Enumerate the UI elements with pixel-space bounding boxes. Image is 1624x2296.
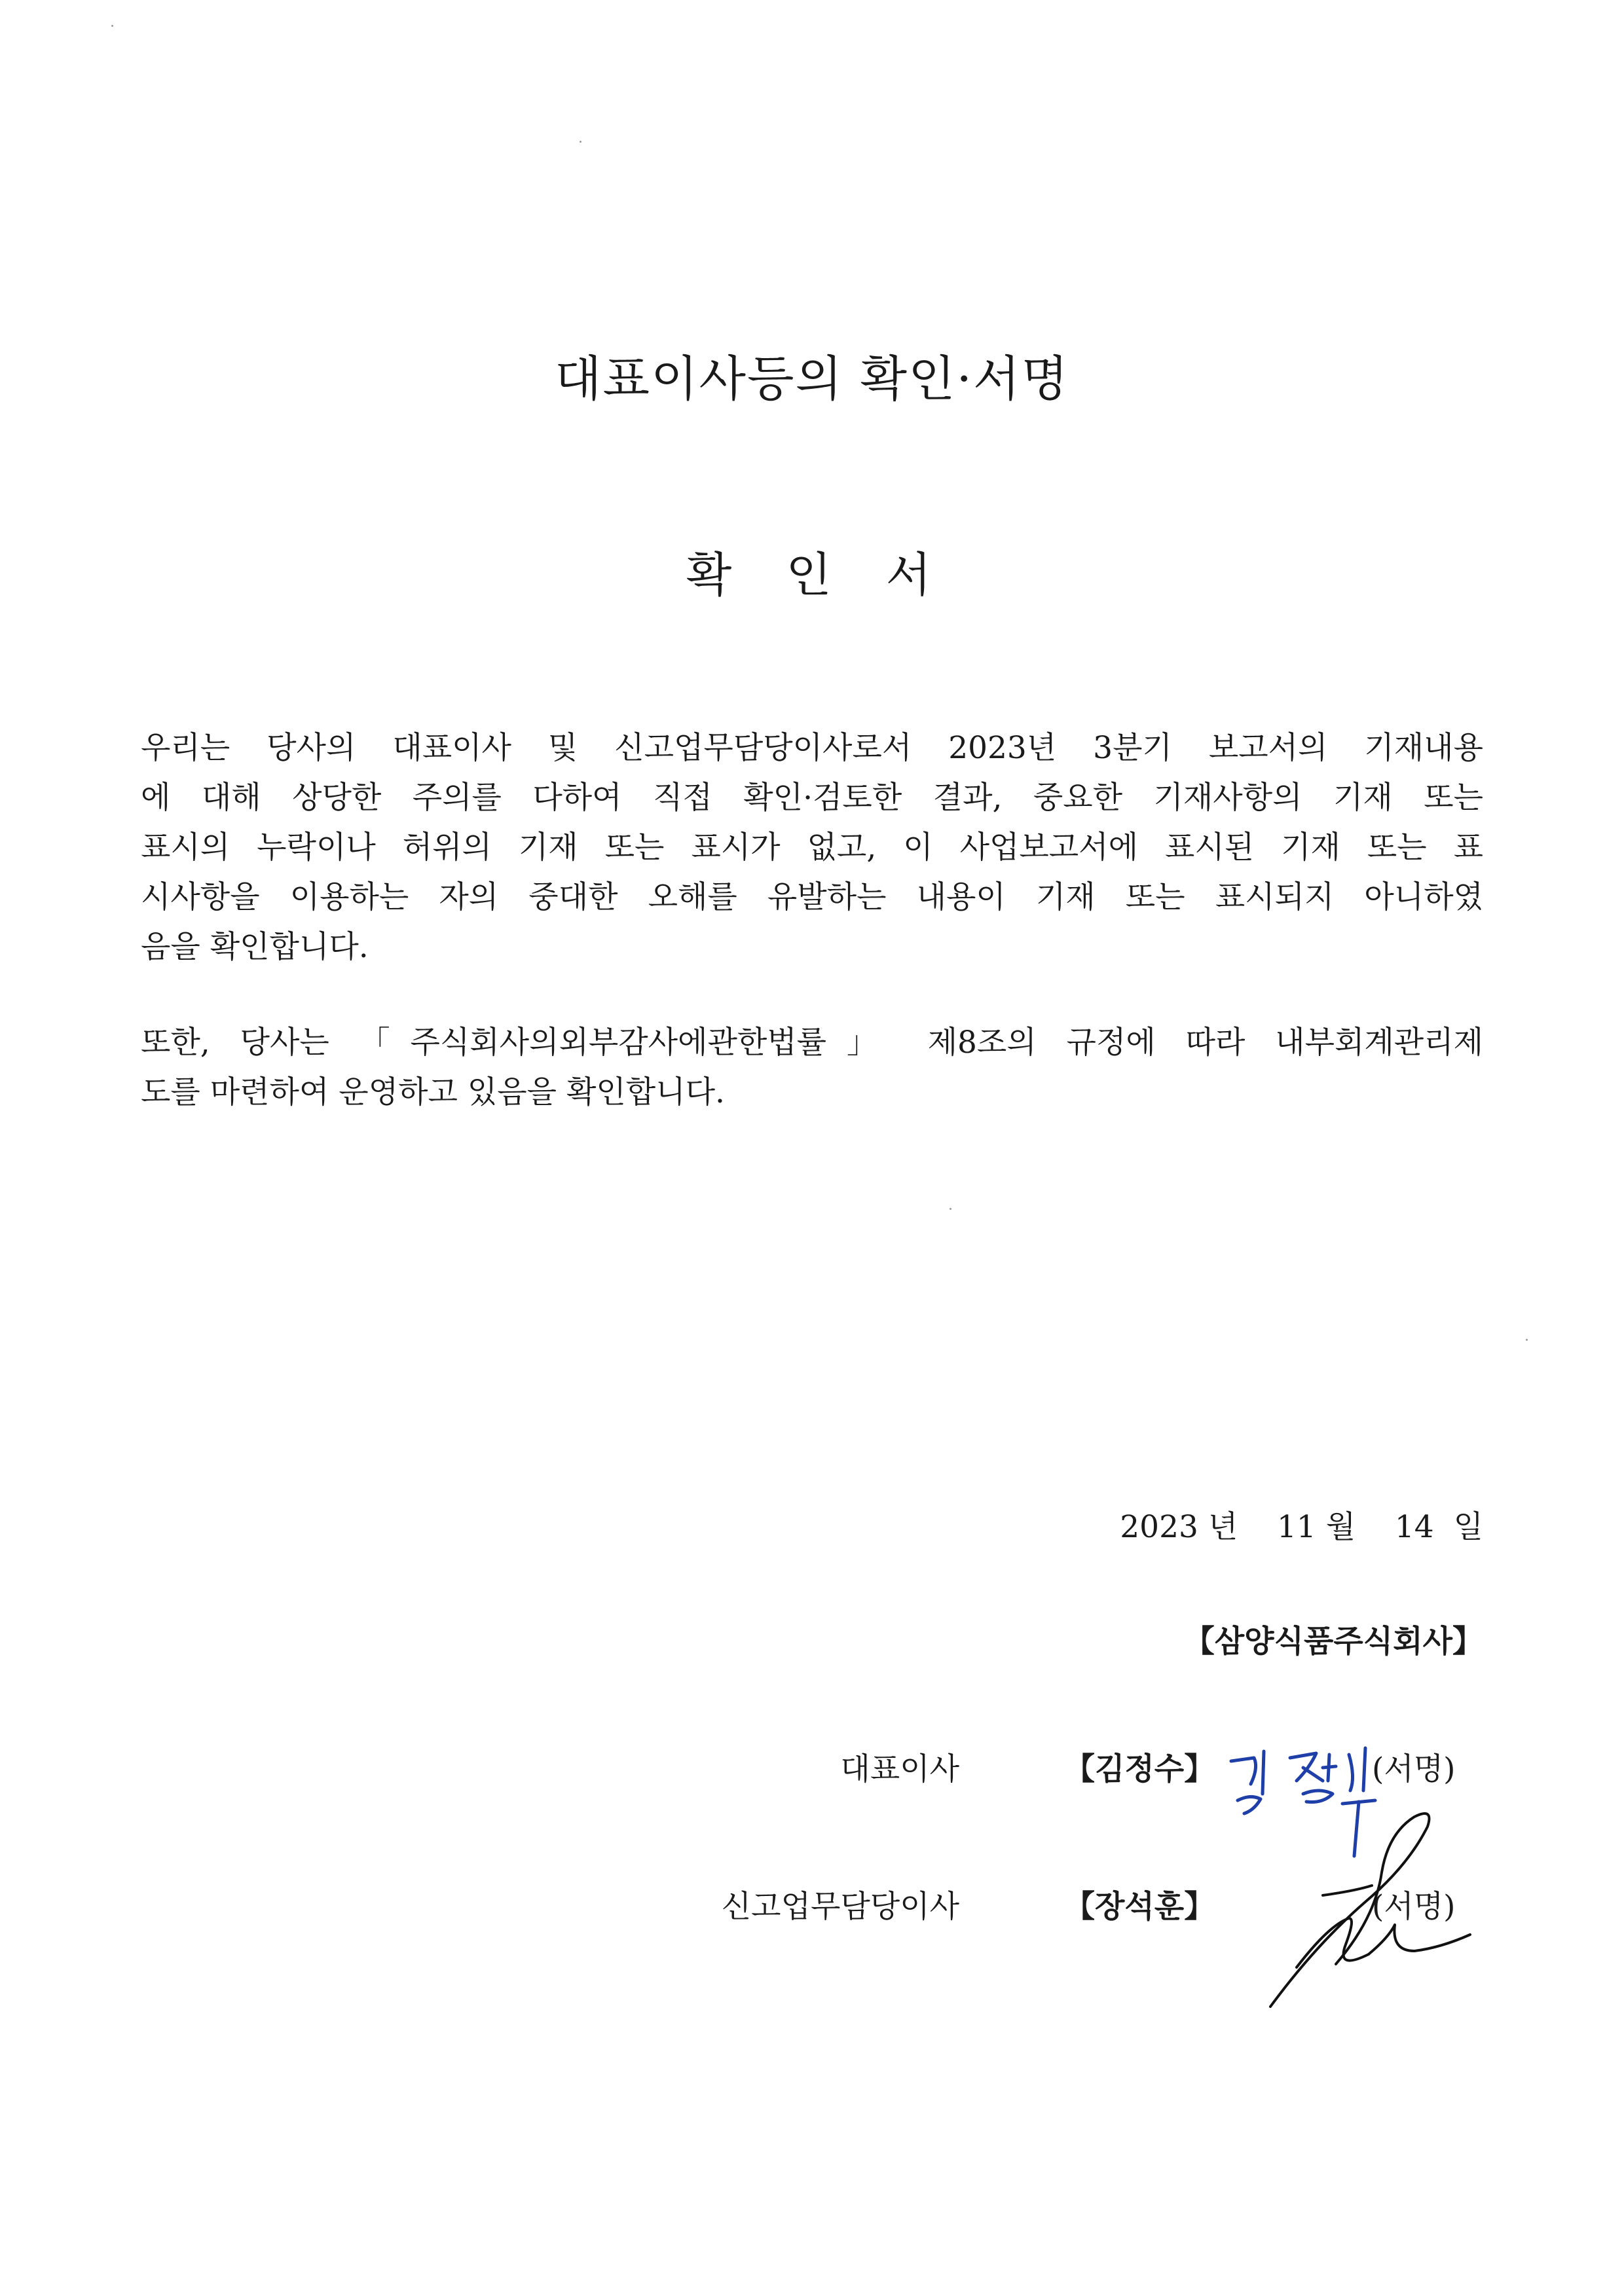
ceo-sign-label: (서명)	[1372, 1751, 1456, 1787]
disclosure-officer-signature	[1257, 1794, 1506, 2016]
document-subtitle: 확 인 서	[686, 547, 938, 602]
paragraph-line: 우리는 당사의 대표이사 및 신고업무담당이사로서 2023년 3분기 보고서의 기재내용	[141, 730, 1483, 766]
ceo-role-label: 대표이사	[840, 1751, 959, 1787]
company-name: 【삼양식품주식회사】	[1183, 1624, 1483, 1660]
paragraph-line: 표시의 누락이나 허위의 기재 또는 표시가 없고, 이 사업보고서에 표시된 기재 또는 표	[141, 829, 1483, 866]
scan-speck	[1526, 1339, 1528, 1341]
paragraph-line: 음을 확인합니다.	[141, 929, 369, 965]
document-title: 대표이사등의 확인·서명	[555, 351, 1069, 407]
disclosure-officer-name: 【장석훈】	[1064, 1889, 1215, 1925]
internal-control-paragraph	[141, 1018, 1483, 1118]
disclosure-officer-role-label: 신고업무담당이사	[721, 1889, 959, 1925]
confirmation-paragraph	[141, 723, 1483, 972]
paragraph-line: 시사항을 이용하는 자의 중대한 오해를 유발하는 내용이 기재 또는 표시되지 아니하였	[141, 879, 1483, 915]
paragraph-line: 도를 마련하여 운영하고 있음을 확인합니다.	[141, 1074, 725, 1110]
paragraph-line: 또한, 당사는 「주식회사의외부감사에관한법률」 제8조의 규정에 따라 내부회계관리제	[141, 1025, 1483, 1061]
scan-speck	[950, 1208, 951, 1210]
scan-speck	[111, 25, 113, 27]
scan-speck	[580, 141, 581, 143]
disclosure-officer-sign-label: (서명)	[1372, 1889, 1456, 1925]
document-date: 2023 년 11 월 14 일	[1120, 1509, 1483, 1545]
ceo-name: 【김정수】	[1064, 1751, 1215, 1787]
paragraph-line: 에 대해 상당한 주의를 다하여 직접 확인·검토한 결과, 중요한 기재사항의 기재 또는	[141, 780, 1483, 816]
